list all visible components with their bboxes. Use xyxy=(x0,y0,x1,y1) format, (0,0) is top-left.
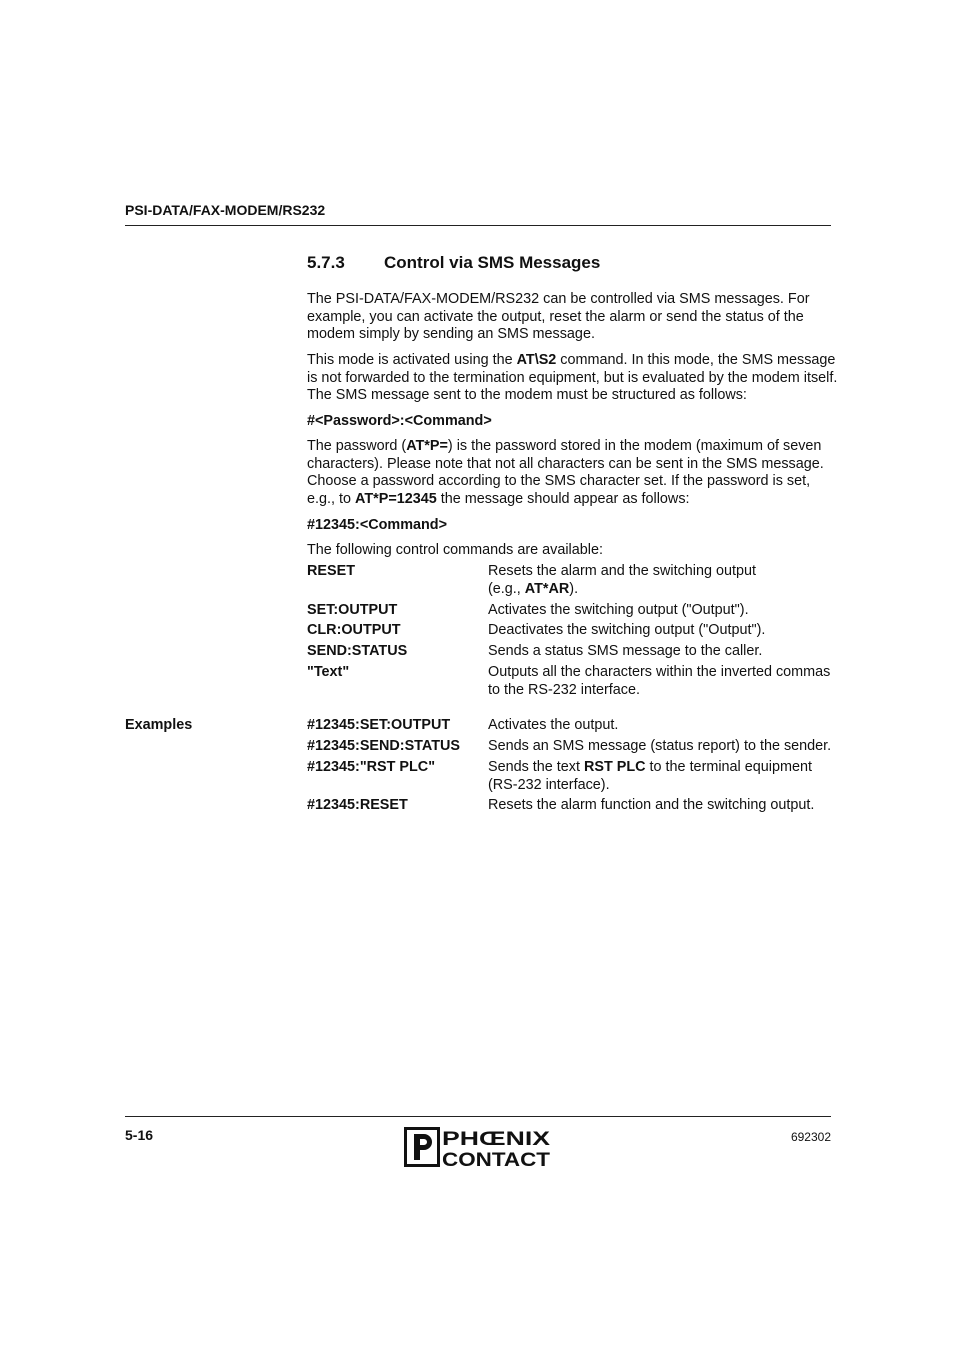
password-text: e.g., to xyxy=(307,490,355,507)
desc-line xyxy=(488,581,833,599)
password-line: Choose a password according to the SMS character set. If the password is set, xyxy=(307,473,811,489)
example-rst-plc-desc xyxy=(488,759,833,794)
page-number: 5-16 xyxy=(125,1127,154,1143)
example-reset: #12345:RESET xyxy=(307,797,408,813)
desc-line xyxy=(488,759,833,777)
message-structure: #<Password>:<Command> xyxy=(307,413,492,429)
header-rule xyxy=(125,225,831,226)
desc-text: (e.g., xyxy=(488,580,525,597)
commands-intro: The following control commands are available: xyxy=(307,542,603,558)
example-rst-plc: #12345:"RST PLC" xyxy=(307,759,436,775)
desc-text: Sends the text xyxy=(488,759,584,775)
password-line xyxy=(307,438,831,456)
mode-text: command. In this mode, the SMS message xyxy=(556,352,836,368)
logo-line2: CONTACT xyxy=(442,1150,551,1169)
mode-line: is not forwarded to the termination equipment, but is evaluated by the modem itself. xyxy=(307,369,838,386)
intro-line: The PSI-DATA/FAX-MODEM/RS232 can be controlled via SMS messages. For xyxy=(307,291,810,307)
desc-text: to the terminal equipment xyxy=(645,759,812,775)
phoenix-contact-logo-svg xyxy=(404,1127,552,1169)
command-send-status-desc: Sends a status SMS message to the caller. xyxy=(488,643,763,659)
desc-text: ). xyxy=(569,580,579,597)
command-text: "Text" xyxy=(307,664,350,680)
desc-line: (RS-232 interface). xyxy=(488,776,610,793)
logo-line1: PHŒNIX xyxy=(442,1129,551,1150)
footer-rule xyxy=(125,1116,831,1117)
mode-line: The SMS message sent to the modem must be structured as follows: xyxy=(307,387,747,403)
password-text: The password ( xyxy=(307,438,407,454)
mode-line xyxy=(307,352,836,370)
at-s2-command: AT\S2 xyxy=(516,352,557,368)
example-set-output-desc: Activates the output. xyxy=(488,717,619,733)
password-line: characters). Please note that not all characters can be sent in the SMS message. xyxy=(307,455,824,472)
password-line xyxy=(307,491,831,509)
command-set-output-desc: Activates the switching output ("Output"). xyxy=(488,602,749,618)
command-clr-output: CLR:OUTPUT xyxy=(307,622,401,638)
intro-paragraph xyxy=(307,291,831,344)
at-p-command: AT*P= xyxy=(406,438,448,454)
example-send-status: #12345:SEND:STATUS xyxy=(307,738,461,754)
command-send-status: SEND:STATUS xyxy=(307,643,408,659)
mode-text: This mode is activated using the xyxy=(307,352,517,368)
at-ar-command: AT*AR xyxy=(524,580,570,597)
desc-line: Outputs all the characters within the inverted commas xyxy=(488,664,831,680)
intro-line: modem simply by sending an SMS message. xyxy=(307,326,595,342)
password-text: the message should appear as follows: xyxy=(436,490,690,507)
command-reset-desc xyxy=(488,563,833,598)
section-title: Control via SMS Messages xyxy=(384,253,601,272)
examples-label: Examples xyxy=(125,717,193,733)
command-text-desc xyxy=(488,664,833,699)
intro-line: example, you can activate the output, reset the alarm or send the status of the xyxy=(307,308,804,325)
desc-line: Resets the alarm and the switching output xyxy=(488,563,756,579)
document-number: 692302 xyxy=(790,1130,831,1144)
command-set-output: SET:OUTPUT xyxy=(307,602,398,618)
example-send-status-desc: Sends an SMS message (status report) to the sender. xyxy=(488,738,832,754)
command-clr-output-desc: Deactivates the switching output ("Output"). xyxy=(488,622,766,638)
example-set-output: #12345:SET:OUTPUT xyxy=(307,717,451,733)
rst-plc-text: RST PLC xyxy=(584,759,646,775)
section-number: 5.7.3 xyxy=(307,253,345,272)
password-paragraph xyxy=(307,438,831,508)
example-structure: #12345:<Command> xyxy=(307,517,447,533)
mode-paragraph xyxy=(307,352,838,405)
command-reset: RESET xyxy=(307,563,355,579)
example-reset-desc: Resets the alarm function and the switching output. xyxy=(488,797,815,813)
phoenix-contact-logo xyxy=(404,1127,552,1174)
password-text: ) is the password stored in the modem (maximum of seven xyxy=(447,438,822,454)
at-p-12345-command: AT*P=12345 xyxy=(355,490,437,507)
desc-line: to the RS-232 interface. xyxy=(488,681,640,698)
running-header: PSI-DATA/FAX-MODEM/RS232 xyxy=(125,202,326,218)
